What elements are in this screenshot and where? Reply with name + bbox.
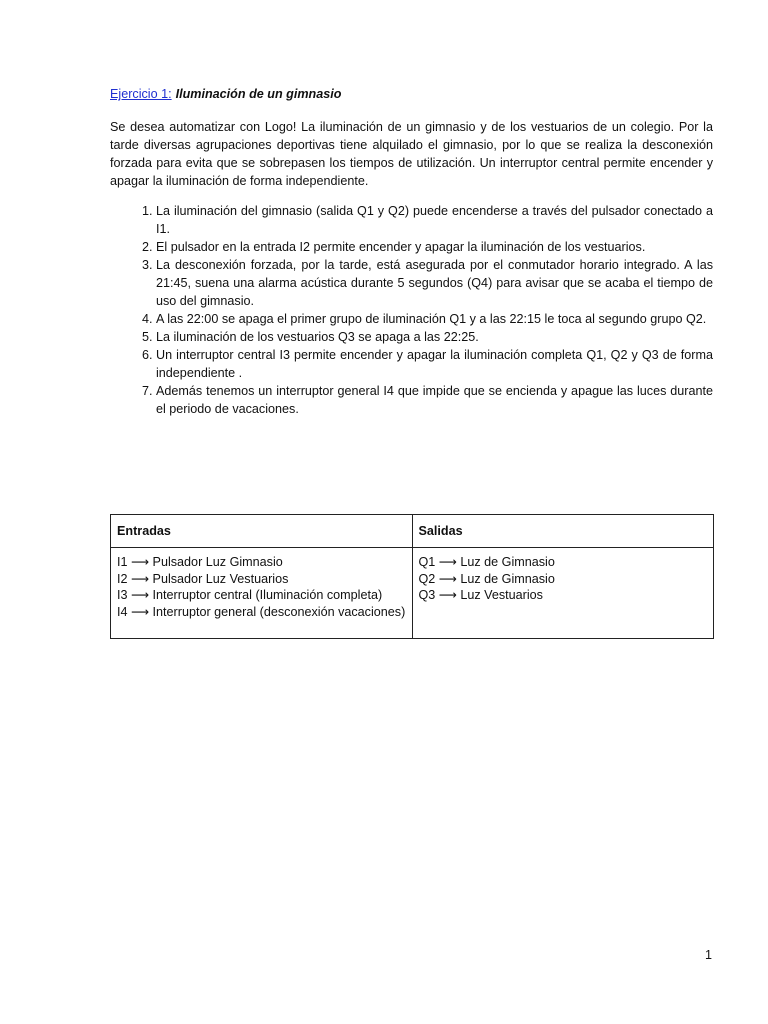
header-inputs: Entradas	[111, 515, 413, 548]
output-line: Q1 ⟶ Luz de Gimnasio	[418, 555, 555, 569]
document-body	[110, 86, 713, 418]
io-table	[110, 514, 714, 639]
intro-paragraph: Se desea automatizar con Logo! La iluminación de un gimnasio y de los vestuarios de un colegio. Por la tarde diversas agrupaciones deportivas tiene alquilado el gimnasio, por lo que se realiza la desconexión forzada para evita que se sobrepasen los tiempos de utilización. Un interruptor central permite encender y apagar la iluminación de forma independiente.	[110, 120, 713, 188]
exercise-title	[110, 86, 713, 103]
exercise-title-prefix: Ejercicio 1:	[110, 87, 172, 101]
requirements-list	[110, 202, 713, 418]
list-item: 2. El pulsador en la entrada I2 permite encender y apagar la iluminación de los vestuarios.	[156, 238, 713, 256]
input-line: I1 ⟶ Pulsador Luz Gimnasio	[117, 555, 283, 569]
page-number: 1	[704, 948, 712, 962]
inputs-cell	[111, 548, 413, 639]
list-item: 6. Un interruptor central I3 permite encender y apagar la iluminación completa Q1, Q2 y Q3 de forma independiente .	[156, 346, 713, 382]
table-header-row	[111, 515, 714, 548]
list-item: 7. Además tenemos un interruptor general I4 que impide que se encienda y apague las luces durante el periodo de vacaciones.	[156, 382, 713, 418]
list-item: 3. La desconexión forzada, por la tarde, está asegurada por el conmutador horario integrado. A las 21:45, suena una alarma acústica durante 5 segundos (Q4) para avisar que se acaba el tiempo de uso del gimnasio.	[156, 256, 713, 310]
header-outputs: Salidas	[412, 515, 714, 548]
outputs-cell	[412, 548, 714, 639]
list-item: 1. La iluminación del gimnasio (salida Q1 y Q2) puede encenderse a través del pulsador conectado a I1.	[156, 202, 713, 238]
list-item: 5. La iluminación de los vestuarios Q3 se apaga a las 22:25.	[156, 328, 713, 346]
output-line: Q3 ⟶ Luz Vestuarios	[418, 588, 543, 602]
exercise-title-text: Iluminación de un gimnasio	[175, 87, 342, 101]
input-line: I3 ⟶ Interruptor central (Iluminación completa)	[117, 588, 383, 602]
table-row	[111, 548, 714, 639]
output-line: Q2 ⟶ Luz de Gimnasio	[418, 571, 555, 586]
input-line: I4 ⟶ Interruptor general (desconexión vacaciones)	[117, 604, 406, 619]
input-line: I2 ⟶ Pulsador Luz Vestuarios	[117, 571, 289, 586]
list-item: 4. A las 22:00 se apaga el primer grupo de iluminación Q1 y a las 22:15 le toca al segundo grupo Q2.	[156, 310, 713, 328]
